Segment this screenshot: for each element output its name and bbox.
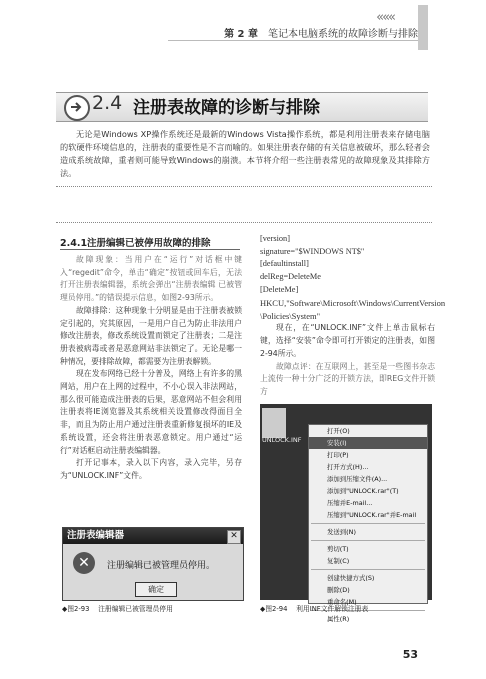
- figure-caption-text: 注册编辑已被管理员停用: [98, 605, 173, 613]
- dialog-title-bar: [63, 528, 243, 544]
- menu-item[interactable]: 复制(C): [327, 557, 350, 565]
- menu-item[interactable]: 添加到"UNLOCK.rar"(T): [327, 487, 399, 495]
- body-paragraph: 打开记事本，录入以下内容，录入完毕，另存为“UNLOCK.INF”文件。: [60, 458, 242, 480]
- body-paragraph: 现在，在“UNLOCK.INF”文件上单击鼠标右键，选择“安装”命令即可打开锁定的注册表，如图2-94所示。: [260, 323, 435, 358]
- menu-separator: [311, 540, 425, 541]
- header-decor-bar: [418, 5, 428, 50]
- code-line: signature="$WINDOWS NT$": [260, 246, 365, 256]
- menu-item[interactable]: 属性(R): [327, 615, 350, 623]
- figure-caption: [62, 603, 173, 613]
- menu-separator: [311, 569, 425, 570]
- chapter-label: 第 2 章: [224, 29, 258, 40]
- body-paragraph: 故障排除：这种现象十分明显是由于注册表被锁定引起的，究其原因，一是用户自己为防止非法用户修改注册表，修改系统设置而锁定了注册表；二是注册表被病毒或者是恶意网站非法锁定了。无论是哪一种情况，要排除故障，都需要为注册表解锁。: [60, 305, 242, 366]
- menu-item[interactable]: 打开(O): [327, 427, 350, 435]
- menu-item-install[interactable]: 安装(I): [309, 437, 427, 449]
- section-number: 2.4: [92, 92, 123, 114]
- chapter-title: 笔记本电脑系统的故障诊断与排除: [268, 29, 418, 40]
- menu-item[interactable]: 压缩并E-mail...: [327, 499, 373, 507]
- section-title: 注册表故障的诊断与排除: [133, 98, 320, 118]
- menu-item[interactable]: 压缩到"UNLOCK.rar"并E-mail: [327, 511, 417, 519]
- hkcu-line: HKCU,"Software\Microsoft\Windows\CurrentVersion \Policies\System": [260, 298, 446, 321]
- symptom-paragraph: 故障现象：当用户在“运行”对话框中键入“regedit”命令，单击“确定”按钮或回车后，无法打开注册表编辑器，系统会弹出“注册表编辑 已被管理员停用。”的错误提示信息，如图2-93所示。: [60, 255, 242, 303]
- menu-item[interactable]: 发送到(N): [327, 528, 356, 536]
- error-icon: ✕: [73, 552, 95, 574]
- menu-item[interactable]: 剪切(T): [327, 545, 349, 553]
- arrow-right-icon: [64, 95, 90, 121]
- file-icon[interactable]: [262, 408, 286, 438]
- divider: [56, 186, 432, 187]
- menu-item[interactable]: 添加到压缩文件(A)...: [327, 475, 388, 483]
- code-line: delReg=DeleteMe: [260, 272, 321, 282]
- subsection-title: 2.4.1注册编辑已被停用故障的排除: [60, 238, 211, 249]
- menu-item[interactable]: 重命名(M): [327, 598, 357, 606]
- subsection-rule: [60, 249, 240, 250]
- chevron-icons: «««: [376, 10, 394, 25]
- menu-item[interactable]: 打开方式(H)...: [327, 463, 369, 471]
- figure-label: ◆图2-93: [62, 605, 90, 613]
- intro-paragraph: 无论是Windows XP操作系统还是最新的Windows Vista操作系统，都是利用注册表来存储电脑的软硬件环境信息的，注册表的重要性是不言而喻的。如果注册表存储的有关信息被破坏，那么轻者会造成系统故障，重者则可能导致Windows的崩溃。本节将介绍一些注册表常见的故障现象及其排除方法。: [60, 129, 430, 178]
- dialog-message: 注册编辑已被管理员停用。: [107, 561, 216, 571]
- figure-caption-text: 利用INF文件解锁注册表: [296, 605, 369, 613]
- registry-disabled-dialog: [62, 527, 244, 601]
- page-number: 53: [402, 648, 418, 661]
- header-rule: [168, 40, 418, 41]
- left-column: [60, 254, 242, 483]
- divider: [56, 222, 432, 223]
- figure-caption: [260, 603, 368, 613]
- right-column: [260, 297, 446, 399]
- dialog-title: 注册表编辑器: [67, 530, 125, 541]
- running-header: [224, 25, 418, 40]
- tip-paragraph: 故障点评：在互联网上，甚至是一些图书杂志上流传一种十分广泛的开锁方法，即REG文件开锁方: [260, 361, 435, 396]
- figure-label: ◆图2-94: [260, 605, 288, 613]
- menu-item[interactable]: 打印(P): [327, 451, 349, 459]
- code-line: [DeleteMe]: [260, 284, 299, 294]
- inf-code-block: [260, 233, 364, 297]
- menu-separator: [311, 523, 425, 524]
- close-icon[interactable]: ✕: [227, 530, 241, 544]
- ok-button[interactable]: 确定: [135, 582, 177, 597]
- menu-item[interactable]: 创建快捷方式(S): [327, 574, 375, 582]
- code-line: [defaultinstall]: [260, 259, 309, 269]
- code-line: [version]: [260, 234, 290, 243]
- body-paragraph: 现在发布网络已经十分普及，网络上有许多的黑网站，用户在上网的过程中，不小心误入非法网站，那么很可能造成注册表的后果，恶意网站不但会利用注册表将IE浏览器及其系统相关设置修改得面目全非，而且为防止用户通过注册表重新修复损坏的IE及系统设置，还会将注册表恶意锁定。用户通过“运行”对话框启动注册表编辑器。: [60, 369, 242, 455]
- menu-item[interactable]: 删除(D): [327, 586, 350, 594]
- file-label: UNLOCK.INF: [262, 436, 302, 444]
